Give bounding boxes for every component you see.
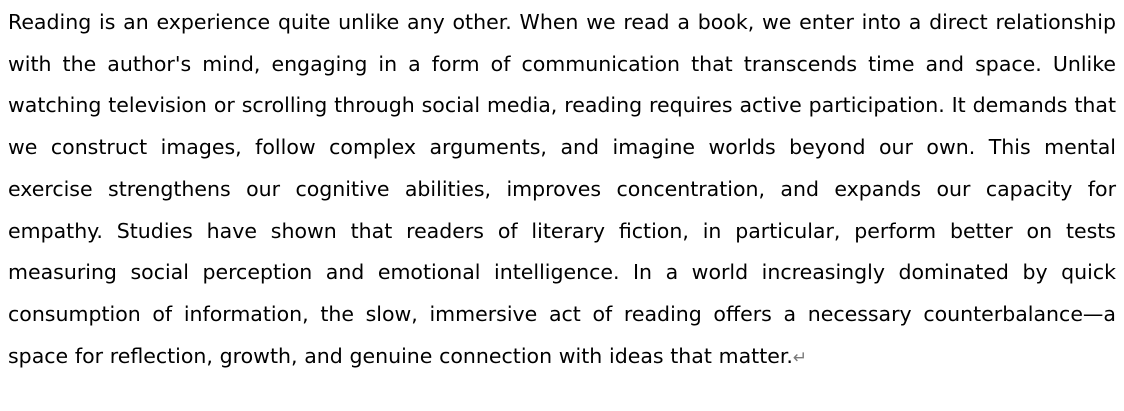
body-paragraph[interactable] [8, 2, 1116, 379]
paragraph-text: Reading is an experience quite unlike any other. When we read a book, we enter into a direct relationship with the author's mind, engaging in a form of communication that transcends time and space. Unlike watching television or scrolling through social media, reading requires active participation. It demands that we construct images, follow complex arguments, and imagine worlds beyond our own. This mental exercise strengthens our cognitive abilities, improves concentration, and expands our capacity for empathy. Studies have shown that readers of literary fiction, in particular, perform better on tests measuring social perception and emotional intelligence. In a world increasingly dominated by quick consumption of information, the slow, immersive act of reading offers a necessary counterbalance—a space for reflection, growth, and genuine connection with ideas that matter. [8, 10, 1116, 368]
paragraph-mark-icon: ↵ [792, 347, 808, 368]
